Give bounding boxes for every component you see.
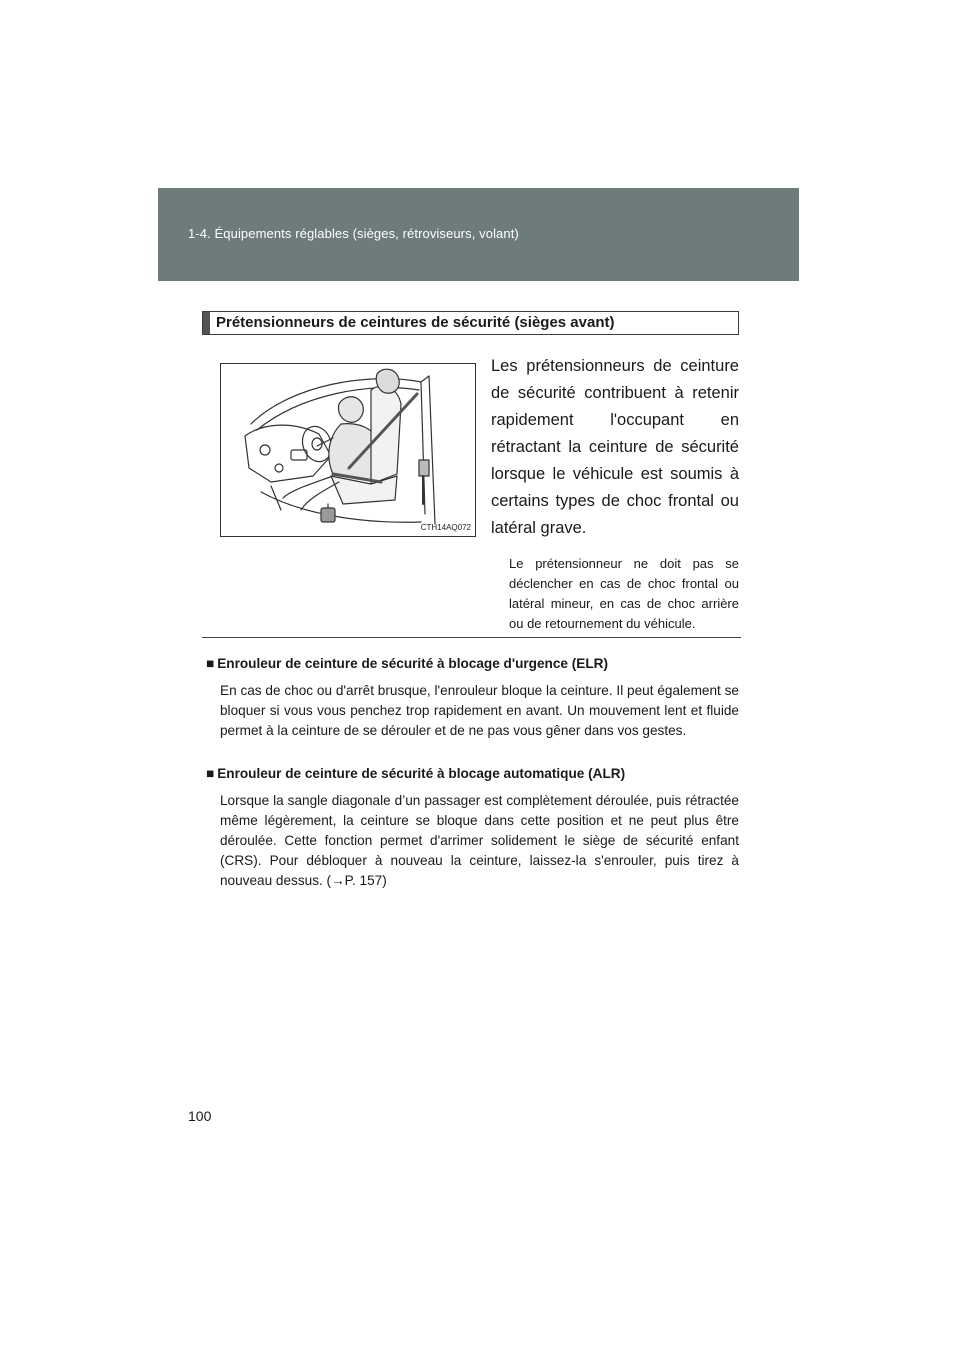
seatbelt-pretensioner-illustration [220, 363, 476, 537]
car-interior-drawing [221, 364, 475, 536]
elr-heading [206, 656, 608, 671]
section-title: Prétensionneurs de ceintures de sécurité (sièges avant) [216, 314, 615, 331]
alr-paragraph: Lorsque la sangle diagonale d’un passager est complètement déroulée, puis rétractée même légèrement, la ceinture se bloque dans cette position et ne peut plus être déroulée. Cette fonction permet d'arrimer solidement le siège de sécurité enfant (CRS). Pour débloquer à nouveau la ceinture, laissez-la s'enrouler, puis tirez à nouveau dessus. (→P. 157) [220, 793, 739, 888]
elr-heading-text: Enrouleur de ceinture de sécurité à blocage d'urgence (ELR) [217, 656, 608, 671]
section-divider [202, 637, 741, 638]
elr-paragraph: En cas de choc ou d'arrêt brusque, l'enrouleur bloque la ceinture. Il peut également se bloquer si vous vous penchez trop rapidement en avant. Un mouvement lent et fluide permet à la ceinture de se dérouler et de ne pas vous gêner dans vos gestes. [220, 683, 739, 738]
bullet-square-icon: ■ [206, 766, 215, 781]
intro-paragraph: Les prétensionneurs de ceinture de sécurité contribuent à retenir rapidement l'occupant en rétractant la ceinture de sécurité lorsque le véhicule est soumis à certains types de choc frontal ou latéral grave. [491, 357, 739, 537]
figure-code: CTH14AQ072 [420, 523, 471, 532]
section-title-accent [203, 312, 210, 334]
note-paragraph: Le prétensionneur ne doit pas se déclencher en cas de choc frontal ou latéral mineur, en cas de choc arrière ou de retournement du véhicule. [509, 556, 739, 631]
bullet-square-icon: ■ [206, 656, 215, 671]
alr-heading [206, 766, 625, 781]
section-title-box [202, 311, 739, 335]
chapter-title: 1-4. Équipements réglables (sièges, rétroviseurs, volant) [188, 226, 519, 241]
alr-heading-text: Enrouleur de ceinture de sécurité à blocage automatique (ALR) [217, 766, 626, 781]
page-number: 100 [188, 1108, 212, 1124]
